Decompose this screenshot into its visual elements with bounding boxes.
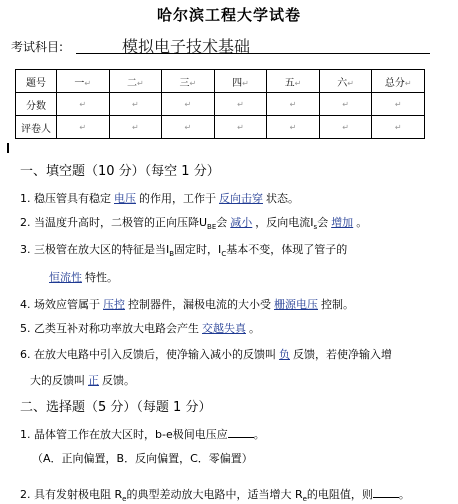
question-text: 特性。 bbox=[85, 271, 118, 284]
score-cell bbox=[57, 93, 110, 116]
paragraph-mark-icon: ↵ bbox=[79, 99, 87, 109]
question-text: 的电阻值，则 bbox=[306, 488, 373, 501]
grader-cell bbox=[57, 116, 110, 139]
answer-text: 反向击穿 bbox=[219, 192, 263, 205]
score-cell bbox=[214, 93, 267, 116]
column-header bbox=[214, 70, 267, 93]
question-text: 大的反馈叫 bbox=[30, 374, 85, 387]
section2-question-2 bbox=[20, 486, 410, 503]
section1-question-3 bbox=[20, 241, 347, 258]
question-text: 2. 具有发射极电阻 R bbox=[20, 488, 123, 501]
paragraph-mark-icon: ↵ bbox=[347, 78, 354, 88]
section1-question-1 bbox=[20, 190, 299, 206]
subscript-text: C bbox=[221, 250, 227, 259]
section2-question-1-options: （A．正向偏置，B．反向偏置，C．零偏置） bbox=[32, 452, 253, 465]
question-text: 1. 晶体管工作在放大区时，b-e极间电压应 bbox=[20, 428, 228, 441]
score-table-row bbox=[16, 70, 425, 93]
section1-heading: 一、填空题（10 分）（每空 1 分） bbox=[20, 164, 220, 179]
score-table-row bbox=[16, 116, 425, 139]
question-text: 会 bbox=[216, 216, 228, 229]
question-text: 控制。 bbox=[321, 298, 354, 311]
paragraph-mark-icon: ↵ bbox=[184, 122, 192, 132]
question-text: 固定时，I bbox=[174, 243, 222, 256]
paragraph-mark-icon: ↵ bbox=[189, 78, 197, 88]
section1-question-6 bbox=[20, 346, 392, 362]
question-text: 6. 在放大电路中引入反馈后，使净输入减小的反馈叫 bbox=[20, 348, 276, 361]
question-text: ，反向电流I bbox=[255, 216, 314, 229]
paragraph-mark-icon: ↵ bbox=[184, 99, 192, 109]
question-text: 反馈。 bbox=[102, 374, 135, 387]
answer-text: 减小 bbox=[230, 216, 253, 229]
paragraph-mark-icon: ↵ bbox=[394, 99, 402, 109]
text-cursor bbox=[7, 143, 9, 153]
column-header bbox=[372, 70, 425, 93]
column-header-label: 四 bbox=[232, 77, 243, 89]
paragraph-mark-icon: ↵ bbox=[289, 99, 297, 109]
question-text: 3. 三极管在放大区的特征是当I bbox=[20, 243, 170, 256]
question-text: 会 bbox=[317, 216, 329, 229]
section2-question-1 bbox=[20, 426, 265, 442]
answer-text: 栅源电压 bbox=[274, 298, 318, 311]
question-text: 。 bbox=[356, 216, 368, 229]
paragraph-mark-icon: ↵ bbox=[131, 99, 139, 109]
answer-text: 增加 bbox=[331, 216, 354, 229]
question-text: 基本不变，体现了管子的 bbox=[226, 243, 348, 256]
paragraph-mark-icon: ↵ bbox=[136, 78, 144, 88]
question-text: 。 bbox=[253, 428, 265, 441]
column-header-label: 三 bbox=[179, 77, 190, 89]
subscript-text: BE bbox=[207, 223, 217, 232]
grader-cell bbox=[372, 116, 425, 139]
grader-cell bbox=[109, 116, 162, 139]
grader-cell bbox=[162, 116, 215, 139]
subscript-text: e bbox=[302, 495, 307, 504]
question-text: 5. 乙类互补对称功率放大电路会产生 bbox=[20, 322, 199, 335]
paragraph-mark-icon: ↵ bbox=[294, 78, 302, 88]
column-header bbox=[267, 70, 320, 93]
question-text: 反馈，若使净输入增 bbox=[293, 348, 392, 361]
column-header-label: 六 bbox=[337, 77, 348, 89]
row-header-score: 分数 bbox=[16, 93, 57, 116]
subscript-text: s bbox=[313, 223, 318, 232]
score-cell bbox=[109, 93, 162, 116]
paragraph-mark-icon: ↵ bbox=[84, 78, 92, 88]
grader-cell bbox=[319, 116, 372, 139]
column-header bbox=[162, 70, 215, 93]
question-text: 2. 当温度升高时，二极管的正向压降U bbox=[20, 216, 208, 229]
question-text: 1. 稳压管具有稳定 bbox=[20, 192, 111, 205]
question-text: 状态。 bbox=[266, 192, 299, 205]
paragraph-mark-icon: ↵ bbox=[394, 122, 402, 132]
answer-blank bbox=[228, 436, 254, 438]
exam-title: 哈尔滨工程大学试卷 bbox=[156, 6, 301, 24]
row-header-question: 题号 bbox=[16, 70, 57, 93]
section1-question-6-continued bbox=[30, 372, 135, 388]
score-table bbox=[15, 69, 425, 139]
question-text: 控制器件，漏极电流的大小受 bbox=[128, 298, 271, 311]
paragraph-mark-icon: ↵ bbox=[342, 99, 349, 109]
score-cell bbox=[267, 93, 320, 116]
answer-text: 正 bbox=[88, 374, 99, 387]
question-text: 的作用，工作于 bbox=[139, 192, 216, 205]
subscript-text: e bbox=[122, 495, 127, 504]
answer-text: 压控 bbox=[103, 298, 125, 311]
paragraph-mark-icon: ↵ bbox=[131, 122, 139, 132]
section1-question-4 bbox=[20, 296, 354, 312]
section1-question-2 bbox=[20, 214, 367, 231]
answer-blank bbox=[373, 496, 399, 498]
paragraph-mark-icon: ↵ bbox=[242, 78, 249, 88]
row-header-grader: 评卷人 bbox=[16, 116, 57, 139]
question-text: 。 bbox=[398, 488, 410, 501]
section1-question-5 bbox=[20, 320, 260, 336]
column-header bbox=[57, 70, 110, 93]
answer-text: 电压 bbox=[114, 192, 136, 205]
score-cell bbox=[162, 93, 215, 116]
exam-subject-value: 模拟电子技术基础 bbox=[122, 37, 251, 56]
question-text: 。 bbox=[249, 322, 260, 335]
paragraph-mark-icon: ↵ bbox=[79, 122, 87, 132]
exam-subject-label: 考试科目: bbox=[11, 40, 64, 54]
paragraph-mark-icon: ↵ bbox=[289, 122, 297, 132]
question-text: 4. 场效应管属于 bbox=[20, 298, 100, 311]
column-header-label: 五 bbox=[284, 77, 295, 89]
subscript-text: B bbox=[169, 250, 175, 259]
paragraph-mark-icon: ↵ bbox=[237, 122, 244, 132]
paragraph-mark-icon: ↵ bbox=[237, 99, 244, 109]
paragraph-mark-icon: ↵ bbox=[342, 122, 349, 132]
grader-cell bbox=[214, 116, 267, 139]
column-header-label: 二 bbox=[126, 77, 137, 89]
column-header-label: 总分 bbox=[384, 77, 405, 89]
column-header-label: 一 bbox=[74, 77, 85, 89]
section1-question-3-continued bbox=[46, 269, 118, 285]
answer-text: 恒流性 bbox=[49, 271, 82, 284]
column-header bbox=[319, 70, 372, 93]
score-table-row bbox=[16, 93, 425, 116]
question-text: 的典型差动放大电路中，适当增大 R bbox=[126, 488, 303, 501]
grader-cell bbox=[267, 116, 320, 139]
score-cell bbox=[372, 93, 425, 116]
section2-heading: 二、选择题（5 分）（每题 1 分） bbox=[20, 400, 212, 415]
answer-text: 负 bbox=[279, 348, 290, 361]
score-cell bbox=[319, 93, 372, 116]
column-header bbox=[109, 70, 162, 93]
answer-text: 交越失真 bbox=[202, 322, 246, 335]
paragraph-mark-icon: ↵ bbox=[404, 78, 412, 88]
